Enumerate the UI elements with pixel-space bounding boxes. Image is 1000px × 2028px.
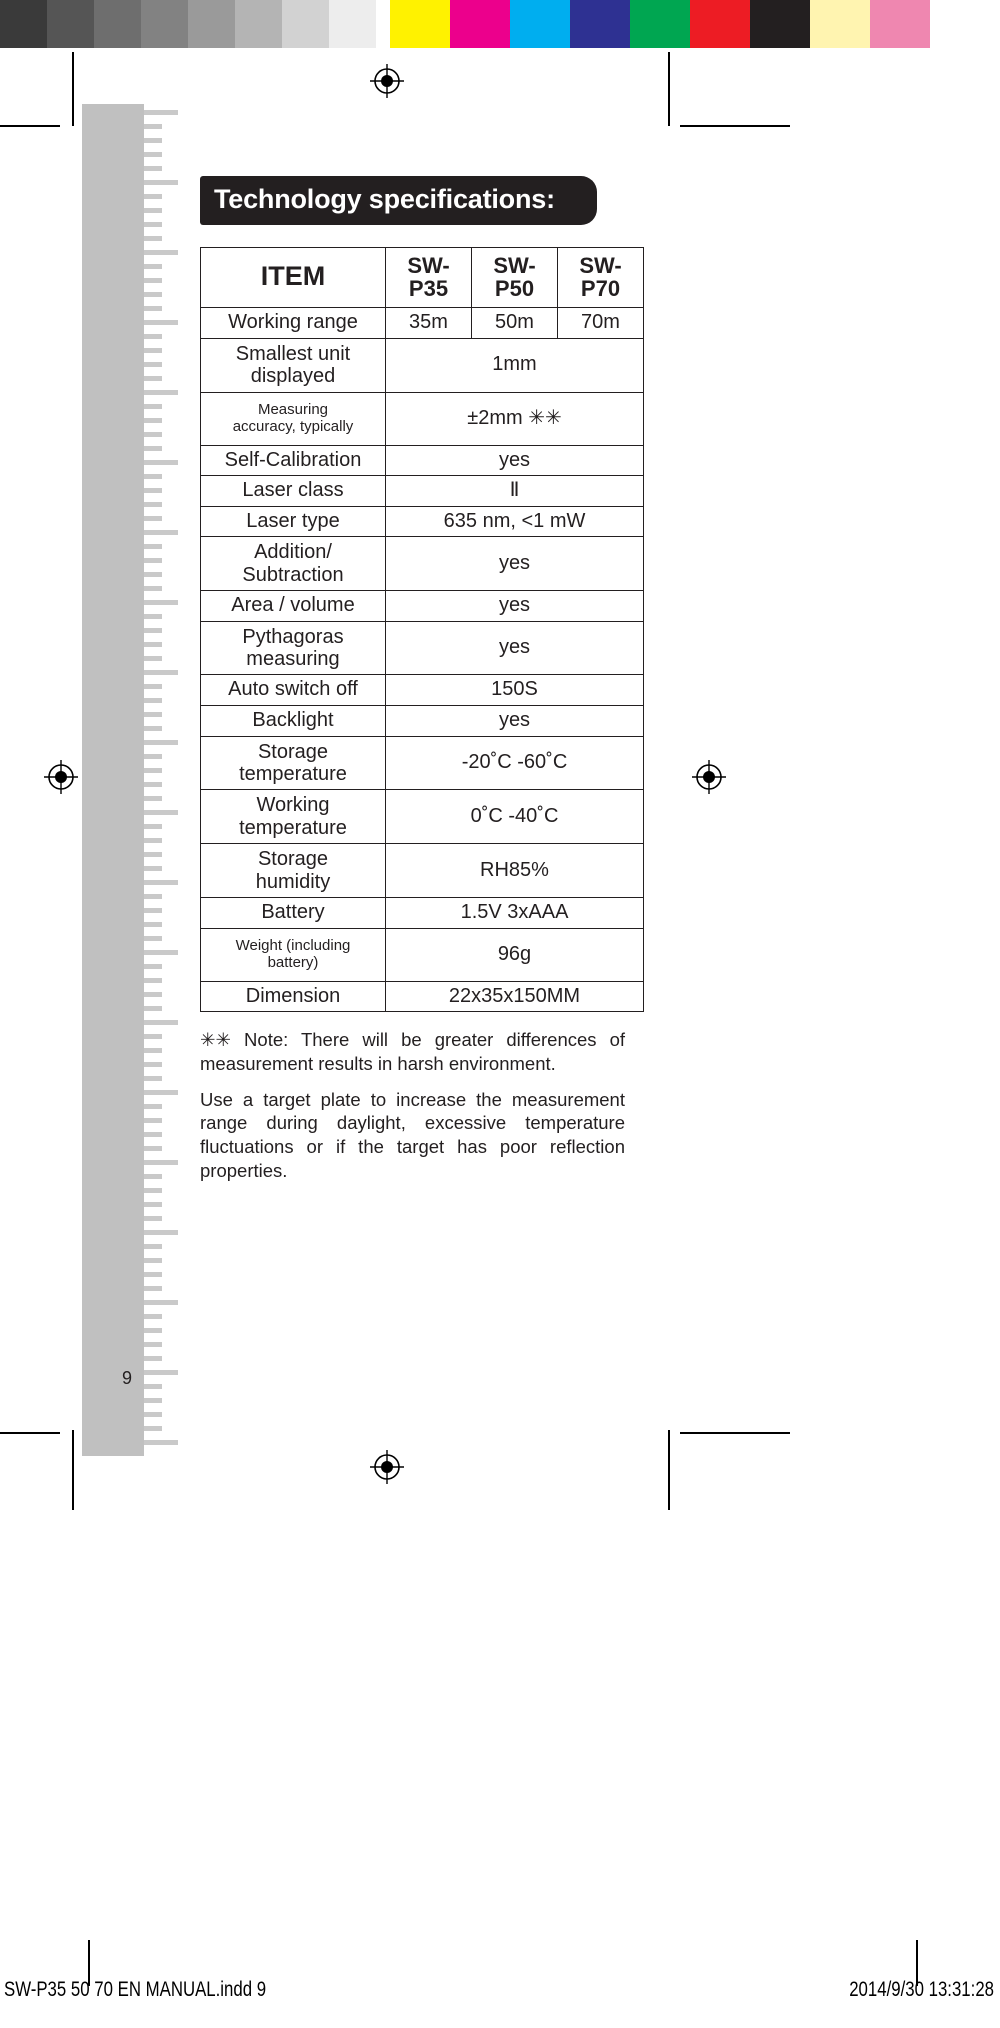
table-cell-item: Storage humidity bbox=[201, 844, 386, 898]
table-row bbox=[201, 981, 644, 1012]
ruler-tick bbox=[144, 124, 162, 129]
ruler-tick bbox=[144, 1076, 162, 1081]
table-cell-item: Dimension bbox=[201, 981, 386, 1012]
ruler-tick bbox=[144, 516, 162, 521]
grayscale-swatch-0 bbox=[0, 0, 47, 48]
ruler-tick bbox=[144, 1272, 162, 1277]
color-swatch-3 bbox=[570, 0, 630, 48]
grayscale-swatch-2 bbox=[94, 0, 141, 48]
footer-filename: SW-P35 50 70 EN MANUAL.indd 9 bbox=[4, 1978, 267, 2001]
ruler-tick bbox=[144, 474, 162, 479]
ruler-tick bbox=[144, 1118, 162, 1123]
table-cell-value-merged: yes bbox=[386, 621, 644, 675]
ruler-tick bbox=[144, 782, 162, 787]
ruler-tick bbox=[144, 488, 162, 493]
ruler-tick bbox=[144, 964, 162, 969]
ruler-tick bbox=[144, 712, 162, 717]
registration-mark-right bbox=[692, 760, 726, 794]
table-cell-value-sw-p50: 50m bbox=[472, 308, 558, 339]
registration-mark-top bbox=[370, 64, 404, 98]
crop-mark-bottom-left-v bbox=[72, 1430, 74, 1510]
color-swatch-2 bbox=[510, 0, 570, 48]
crop-mark-top-left-h bbox=[0, 125, 60, 127]
table-row bbox=[201, 706, 644, 737]
section-title: Technology specifications: bbox=[200, 176, 597, 225]
ruler-tick bbox=[144, 670, 178, 675]
ruler-tick bbox=[144, 642, 162, 647]
ruler-tick bbox=[144, 740, 178, 745]
crop-mark-top-right-h bbox=[680, 125, 790, 127]
ruler-tick bbox=[144, 152, 162, 157]
ruler-tick bbox=[144, 166, 162, 171]
ruler-tick bbox=[144, 796, 162, 801]
table-cell-value-merged: RH85% bbox=[386, 844, 644, 898]
ruler-tick bbox=[144, 502, 162, 507]
table-cell-item: Auto switch off bbox=[201, 675, 386, 706]
table-cell-value-sw-p70: 70m bbox=[558, 308, 644, 339]
ruler-tick bbox=[144, 208, 162, 213]
ruler-tick bbox=[144, 628, 162, 633]
specifications-table bbox=[200, 247, 644, 1012]
ruler-tick bbox=[144, 978, 162, 983]
color-swatch-5 bbox=[690, 0, 750, 48]
ruler-tick bbox=[144, 1006, 162, 1011]
table-cell-item: Storage temperature bbox=[201, 736, 386, 790]
table-row bbox=[201, 537, 644, 591]
ruler-tick bbox=[144, 306, 162, 311]
ruler-tick bbox=[144, 1258, 162, 1263]
ruler-tick bbox=[144, 432, 162, 437]
crop-mark-bottom-right-v bbox=[668, 1430, 670, 1510]
table-cell-item: Addition/ Subtraction bbox=[201, 537, 386, 591]
printer-calibration-bar bbox=[0, 0, 1000, 48]
ruler-tick bbox=[144, 1230, 178, 1235]
table-cell-value-merged: 22x35x150MM bbox=[386, 981, 644, 1012]
ruler-tick bbox=[144, 908, 162, 913]
table-cell-value-merged: yes bbox=[386, 537, 644, 591]
table-cell-item: Laser type bbox=[201, 506, 386, 537]
table-header-sw-p50: SW- P50 bbox=[472, 248, 558, 308]
grayscale-swatch-1 bbox=[47, 0, 94, 48]
table-cell-item: Area / volume bbox=[201, 591, 386, 622]
ruler-tick bbox=[144, 852, 162, 857]
ruler-tick bbox=[144, 1398, 162, 1403]
ruler-tick bbox=[144, 950, 178, 955]
ruler-tick bbox=[144, 880, 178, 885]
table-row bbox=[201, 621, 644, 675]
ruler-tick bbox=[144, 1216, 162, 1221]
ruler-tick bbox=[144, 362, 162, 367]
table-cell-value-merged: 96g bbox=[386, 928, 644, 981]
table-cell-item: Working temperature bbox=[201, 790, 386, 844]
ruler-tick bbox=[144, 754, 162, 759]
ruler-tick bbox=[144, 810, 178, 815]
table-row bbox=[201, 675, 644, 706]
ruler-tick bbox=[144, 222, 162, 227]
ruler-tick bbox=[144, 1132, 162, 1137]
ruler-tick bbox=[144, 824, 162, 829]
table-cell-value-merged: yes bbox=[386, 706, 644, 737]
grayscale-swatch-7 bbox=[329, 0, 376, 48]
table-row bbox=[201, 338, 644, 392]
ruler-tick bbox=[144, 698, 162, 703]
ruler-tick bbox=[144, 1174, 162, 1179]
ruler-tick bbox=[144, 558, 162, 563]
ruler-tick bbox=[144, 1440, 178, 1445]
ruler-tick bbox=[144, 838, 162, 843]
note-harsh-environment: ✳✳ Note: There will be greater differences of measurement results in harsh environment. bbox=[200, 1029, 625, 1074]
ruler-tick bbox=[144, 1048, 162, 1053]
table-cell-value-merged: 635 nm, <1 mW bbox=[386, 506, 644, 537]
grayscale-swatch-6 bbox=[282, 0, 329, 48]
ruler-tick bbox=[144, 586, 162, 591]
ruler-tick bbox=[144, 376, 162, 381]
ruler-tick bbox=[144, 684, 162, 689]
table-cell-value-merged: yes bbox=[386, 591, 644, 622]
ruler-tick bbox=[144, 572, 162, 577]
ruler-tick bbox=[144, 320, 178, 325]
page-number: 9 bbox=[122, 1368, 133, 1388]
ruler-tick bbox=[144, 1286, 162, 1291]
crop-mark-bottom-left-h bbox=[0, 1432, 60, 1434]
table-row bbox=[201, 928, 644, 981]
ruler-tick bbox=[144, 1412, 162, 1417]
ruler-tick bbox=[144, 530, 178, 535]
ruler-tick bbox=[144, 1314, 162, 1319]
table-row bbox=[201, 898, 644, 929]
registration-mark-left bbox=[44, 760, 78, 794]
table-row bbox=[201, 392, 644, 445]
table-header-row bbox=[201, 248, 644, 308]
ruler-tick bbox=[144, 348, 162, 353]
ruler-tick bbox=[144, 264, 162, 269]
ruler-tick bbox=[144, 1104, 162, 1109]
color-swatch-6 bbox=[750, 0, 810, 48]
table-row bbox=[201, 844, 644, 898]
color-calibration-strip bbox=[390, 0, 930, 48]
grayscale-calibration-strip bbox=[0, 0, 423, 48]
ruler-tick bbox=[144, 1370, 178, 1375]
ruler-tick bbox=[144, 1244, 162, 1249]
ruler-tick bbox=[144, 1146, 162, 1151]
table-cell-item: Backlight bbox=[201, 706, 386, 737]
ruler-tick bbox=[144, 180, 178, 185]
ruler-tick bbox=[144, 600, 178, 605]
table-header-item: ITEM bbox=[201, 248, 386, 308]
ruler-tick bbox=[144, 194, 162, 199]
ruler-tick bbox=[144, 460, 178, 465]
table-cell-item: Self-Calibration bbox=[201, 445, 386, 476]
table-row bbox=[201, 736, 644, 790]
ruler-tick bbox=[144, 656, 162, 661]
table-cell-item: Battery bbox=[201, 898, 386, 929]
ruler-tick bbox=[144, 866, 162, 871]
table-row bbox=[201, 445, 644, 476]
ruler-tick bbox=[144, 1034, 162, 1039]
color-swatch-8 bbox=[870, 0, 930, 48]
grayscale-swatch-3 bbox=[141, 0, 188, 48]
ruler-tick bbox=[144, 110, 178, 115]
table-row bbox=[201, 476, 644, 507]
color-swatch-7 bbox=[810, 0, 870, 48]
page-content bbox=[200, 176, 625, 1182]
table-cell-item: Working range bbox=[201, 308, 386, 339]
table-cell-value-merged: Ⅱ bbox=[386, 476, 644, 507]
ruler-tick bbox=[144, 1160, 178, 1165]
table-row bbox=[201, 790, 644, 844]
table-header-sw-p35: SW- P35 bbox=[386, 248, 472, 308]
table-cell-value-merged: ±2mm ✳✳ bbox=[386, 392, 644, 445]
registration-mark-bottom bbox=[370, 1450, 404, 1484]
ruler-tick bbox=[144, 894, 162, 899]
table-cell-value-merged: 1.5V 3xAAA bbox=[386, 898, 644, 929]
ruler-tick bbox=[144, 1090, 178, 1095]
ruler-tick bbox=[144, 138, 162, 143]
ruler-tick bbox=[144, 922, 162, 927]
ruler-tick bbox=[144, 1062, 162, 1067]
ruler-tick bbox=[144, 1356, 162, 1361]
table-row bbox=[201, 591, 644, 622]
table-cell-item: Pythagoras measuring bbox=[201, 621, 386, 675]
ruler-tick bbox=[144, 1426, 162, 1431]
table-cell-value-merged: 150S bbox=[386, 675, 644, 706]
crop-mark-top-left-v bbox=[72, 52, 74, 126]
crop-mark-top-right-v bbox=[668, 52, 670, 126]
ruler-tick bbox=[144, 726, 162, 731]
ruler-tick bbox=[144, 992, 162, 997]
table-cell-value-merged: yes bbox=[386, 445, 644, 476]
crop-mark-bottom-right-h bbox=[680, 1432, 790, 1434]
table-cell-item: Smallest unit displayed bbox=[201, 338, 386, 392]
ruler-tick bbox=[144, 1384, 162, 1389]
ruler-tick bbox=[144, 278, 162, 283]
ruler-tick bbox=[144, 768, 162, 773]
note-target-plate: Use a target plate to increase the measurement range during daylight, excessive temperature fluctuations or if the target has poor reflection properties. bbox=[200, 1088, 625, 1181]
ruler-tick bbox=[144, 936, 162, 941]
ruler-tick bbox=[144, 1342, 162, 1347]
table-cell-value-merged: -20˚C -60˚C bbox=[386, 736, 644, 790]
ruler-tick bbox=[144, 544, 162, 549]
color-swatch-4 bbox=[630, 0, 690, 48]
ruler-tick bbox=[144, 236, 162, 241]
table-cell-value-merged: 0˚C -40˚C bbox=[386, 790, 644, 844]
ruler-tick bbox=[144, 1020, 178, 1025]
ruler-tick bbox=[144, 418, 162, 423]
ruler-tick bbox=[144, 1188, 162, 1193]
ruler-body bbox=[82, 104, 144, 1456]
table-cell-item: Weight (including battery) bbox=[201, 928, 386, 981]
color-swatch-0 bbox=[390, 0, 450, 48]
color-swatch-1 bbox=[450, 0, 510, 48]
table-cell-item: Measuring accuracy, typically bbox=[201, 392, 386, 445]
footer-timestamp: 2014/9/30 13:31:28 bbox=[849, 1978, 994, 2001]
ruler-tick bbox=[144, 1300, 178, 1305]
table-cell-value-sw-p35: 35m bbox=[386, 308, 472, 339]
grayscale-swatch-4 bbox=[188, 0, 235, 48]
table-header-sw-p70: SW- P70 bbox=[558, 248, 644, 308]
ruler-tick bbox=[144, 446, 162, 451]
table-row bbox=[201, 308, 644, 339]
ruler-tick bbox=[144, 334, 162, 339]
table-row bbox=[201, 506, 644, 537]
grayscale-swatch-5 bbox=[235, 0, 282, 48]
table-cell-value-merged: 1mm bbox=[386, 338, 644, 392]
ruler-tick bbox=[144, 614, 162, 619]
ruler-tick bbox=[144, 292, 162, 297]
ruler-tick bbox=[144, 250, 178, 255]
ruler-tick bbox=[144, 404, 162, 409]
table-cell-item: Laser class bbox=[201, 476, 386, 507]
ruler-tick bbox=[144, 390, 178, 395]
ruler-tick bbox=[144, 1328, 162, 1333]
ruler-tick bbox=[144, 1202, 162, 1207]
ruler-decoration-graphic bbox=[82, 104, 182, 1456]
